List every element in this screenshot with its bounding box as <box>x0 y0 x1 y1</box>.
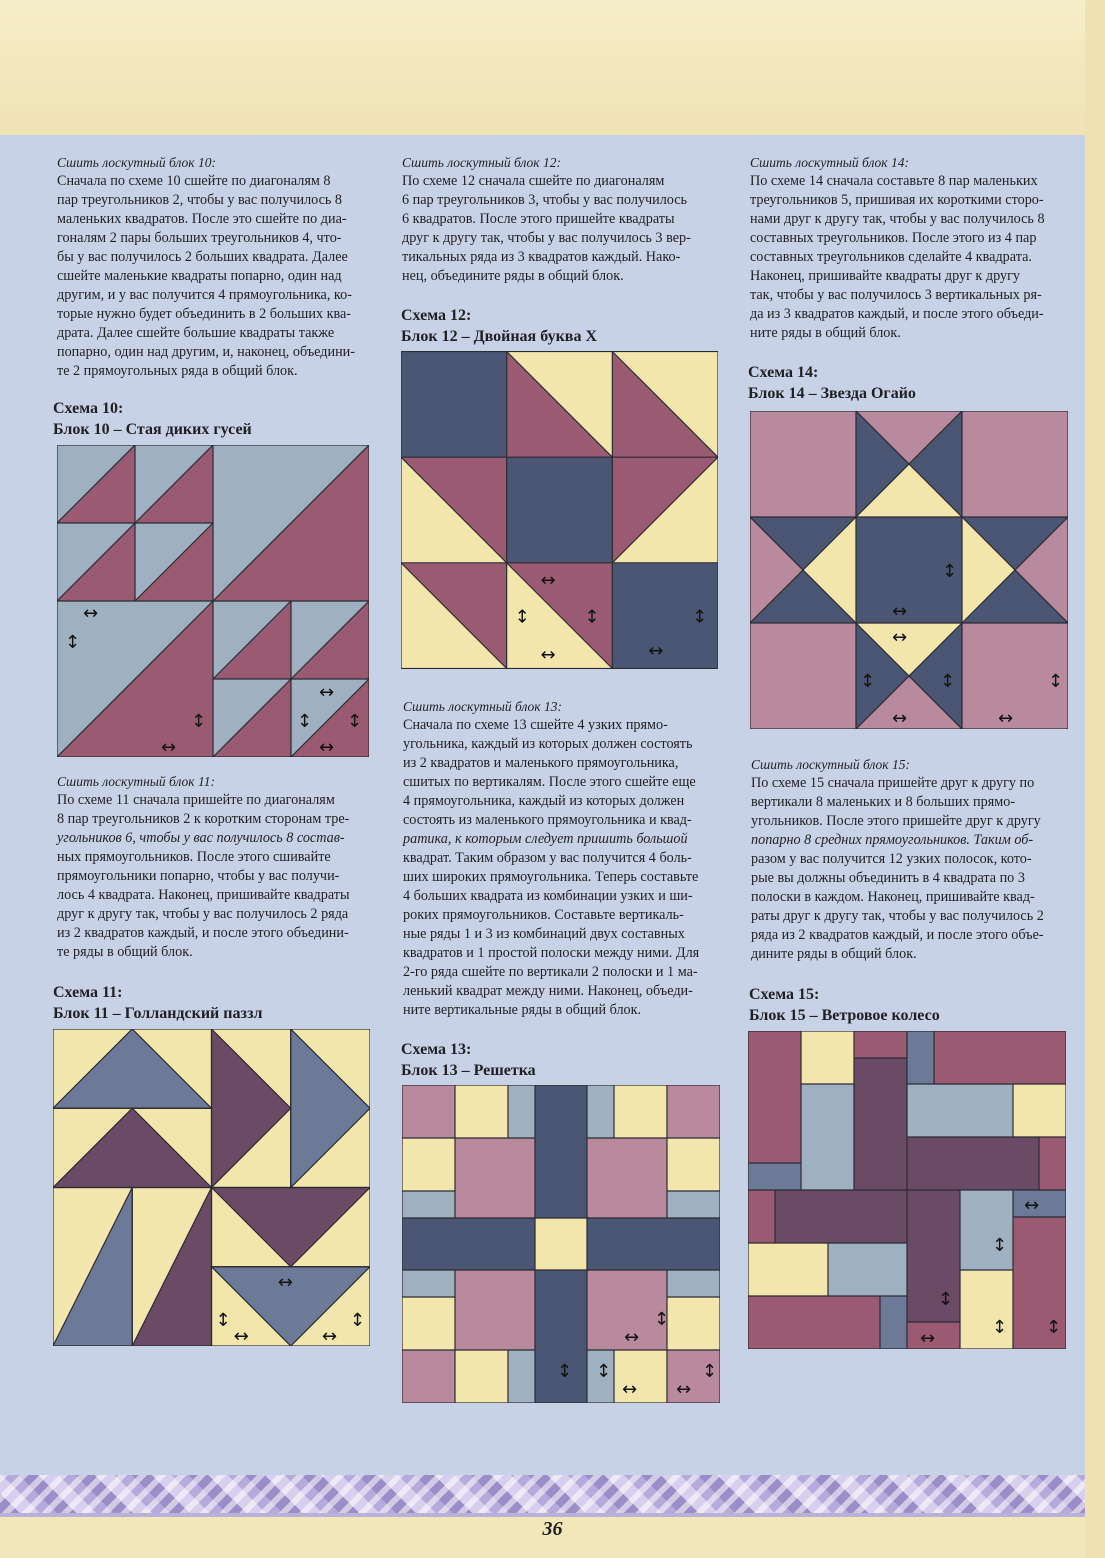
text-line: тикальных ряда из 3 квадратов каждый. Нако- <box>402 249 681 265</box>
svg-text:↕: ↕ <box>596 1361 612 1382</box>
block-14-name: Блок 14 – Звезда Огайо <box>748 385 916 402</box>
text-line: 6 квадратов. После этого пришейте квадраты <box>402 211 675 227</box>
scheme-12-label: Схема 12: <box>401 307 472 324</box>
decorative-patchwork-band <box>0 1475 1085 1513</box>
svg-text:↔: ↔ <box>319 682 335 703</box>
sew-13-text <box>403 716 723 1020</box>
text-line: нами друг к другу так, чтобы у вас получилось 8 <box>750 211 1045 227</box>
svg-text:↔: ↔ <box>920 1328 936 1349</box>
text-line: дините ряды в общий блок. <box>751 946 917 962</box>
svg-text:↕: ↕ <box>654 1309 670 1330</box>
column-3-lower <box>751 755 1071 964</box>
text-line: нец, объедините ряды в общий блок. <box>402 268 624 284</box>
block-11-diagram <box>53 1029 370 1346</box>
text-line: По схеме 12 сначала сшейте по диагоналям <box>402 173 665 189</box>
sew-13-heading: Сшить лоскутный блок 13: <box>403 699 562 714</box>
scheme-12-title <box>401 305 721 347</box>
svg-text:↔: ↔ <box>321 1325 337 1346</box>
text-line: попарно 8 средних прямоугольников. Таким об- <box>751 832 1034 848</box>
scheme-15-label: Схема 15: <box>749 986 820 1003</box>
svg-text:↕: ↕ <box>191 711 207 732</box>
band-edge <box>0 1513 1085 1517</box>
svg-text:↔: ↔ <box>676 1379 692 1400</box>
text-line: роких прямоугольников. Составьте вертикаль- <box>403 907 684 923</box>
sew-11-heading: Сшить лоскутный блок 11: <box>57 774 215 789</box>
block-11-name: Блок 11 – Голландский паззл <box>53 1005 263 1022</box>
block-15-diagram <box>748 1031 1066 1349</box>
svg-text:↕: ↕ <box>992 1235 1008 1256</box>
svg-text:↔: ↔ <box>277 1271 293 1293</box>
text-line: 4 прямоугольника, каждый из которых должен <box>403 793 685 809</box>
text-line: ните ряды в общий блок. <box>750 325 901 341</box>
block-12-diagram <box>401 351 718 669</box>
text-line: вертикали 8 маленьких и 8 больших прямо- <box>751 794 1016 810</box>
svg-text:↕: ↕ <box>940 671 956 692</box>
page-number: 36 <box>542 1518 563 1540</box>
svg-text:↔: ↔ <box>233 1325 249 1346</box>
svg-text:↕: ↕ <box>692 606 708 628</box>
svg-text:↔: ↔ <box>998 708 1014 729</box>
scheme-11-label: Схема 11: <box>53 984 123 1001</box>
text-line: угольника, каждый из которых должен состоять <box>403 736 693 752</box>
scheme-10-label: Схема 10: <box>53 400 124 417</box>
column-3 <box>750 153 1070 343</box>
text-line: другим, и у вас получится 4 прямоугольника, ко- <box>57 287 352 303</box>
svg-text:↕: ↕ <box>297 711 313 732</box>
text-line: торые нужно будет объединить в 2 больших ква- <box>57 306 352 322</box>
text-line: сшейте маленькие квадраты попарно, один над <box>57 268 342 284</box>
svg-text:↕: ↕ <box>1048 671 1064 692</box>
svg-text:↔: ↔ <box>892 627 908 648</box>
sew-15-heading: Сшить лоскутный блок 15: <box>751 757 910 772</box>
column-1-lower <box>57 772 377 962</box>
block-10-name: Блок 10 – Стая диких гусей <box>53 421 252 438</box>
block-15-name: Блок 15 – Ветровое колесо <box>749 1007 940 1024</box>
text-line: полоски в каждом. Наконец, пришивайте квад- <box>751 889 1035 905</box>
svg-text:↔: ↔ <box>161 737 177 757</box>
sew-14-text <box>750 172 1070 343</box>
text-line: квадрат. Таким образом у вас получится 4 боль- <box>403 850 692 866</box>
svg-text:↔: ↔ <box>622 1379 638 1400</box>
text-line: те ряды в общий блок. <box>57 944 193 960</box>
sew-12-heading: Сшить лоскутный блок 12: <box>402 155 561 170</box>
page-top-margin <box>0 0 1105 135</box>
column-1 <box>57 153 377 381</box>
svg-text:↔: ↔ <box>319 737 335 757</box>
svg-text:↕: ↕ <box>514 606 530 628</box>
svg-text:↕: ↕ <box>349 1309 366 1331</box>
svg-text:↕: ↕ <box>860 671 876 692</box>
text-line: По схеме 15 сначала пришейте друг к другу по <box>751 775 1035 791</box>
text-line: ные ряды 1 и 3 из комбинаций двух составных <box>403 926 685 942</box>
svg-text:↕: ↕ <box>557 1361 573 1382</box>
text-line: те 2 прямоугольных ряда в общий блок. <box>57 363 298 379</box>
text-line: разом у вас получится 12 узких полосок, кото- <box>751 851 1032 867</box>
svg-text:↕: ↕ <box>215 1309 231 1331</box>
text-line: друг к другу так, чтобы у вас получилось 3 вер- <box>402 230 691 246</box>
text-line: состоять из маленького прямоугольника и квад- <box>403 812 692 828</box>
svg-text:↕: ↕ <box>65 632 81 653</box>
text-line: раты друг к другу так, чтобы у вас получилось 2 <box>751 908 1044 924</box>
block-10-diagram <box>57 445 369 757</box>
text-line: угольников 6, чтобы у вас получилось 8 состав- <box>57 830 345 846</box>
text-line: гоналям 2 пары больших треугольников 4, что- <box>57 230 342 246</box>
scheme-15-title <box>749 984 1069 1026</box>
text-line: да из 3 квадратов каждый, и после этого объеди- <box>750 306 1044 322</box>
scheme-13-label: Схема 13: <box>401 1041 472 1058</box>
sew-11-text <box>57 791 377 962</box>
text-line: квадратов и 1 простой полоски между ними. Для <box>403 945 700 961</box>
scheme-14-label: Схема 14: <box>748 364 819 381</box>
text-line: так, чтобы у вас получилось 3 вертикальных ря- <box>750 287 1042 303</box>
column-2-lower <box>403 697 723 1020</box>
text-line: 8 пар треугольников 2 к коротким сторонам тре- <box>57 811 350 827</box>
text-line: из 2 квадратов и маленького прямоугольника, <box>403 755 679 771</box>
text-line: 6 пар треугольников 3, чтобы у вас получилось <box>402 192 688 208</box>
sew-10-heading: Сшить лоскутный блок 10: <box>57 155 216 170</box>
text-line: составных треугольников сделайте 4 квадрата. <box>750 249 1032 265</box>
svg-text:↔: ↔ <box>624 1327 640 1348</box>
text-line: драта. Далее сшейте большие квадраты также <box>57 325 335 341</box>
text-line: ших широких прямоугольника. Теперь составьте <box>403 869 699 885</box>
text-line: Сначала по схеме 13 сшейте 4 узких прямо- <box>403 717 668 733</box>
svg-text:↔: ↔ <box>83 603 99 624</box>
text-line: пар треугольников 2, чтобы у вас получилось 8 <box>57 192 343 208</box>
text-line: рые вы должны объединить в 4 квадрата по 3 <box>751 870 1025 886</box>
sew-14-heading: Сшить лоскутный блок 14: <box>750 155 909 170</box>
svg-text:↔: ↔ <box>1024 1195 1040 1216</box>
text-line: По схеме 14 сначала составьте 8 пар маленьких <box>750 173 1038 189</box>
svg-text:↕: ↕ <box>938 1289 954 1310</box>
text-line: ратика, к которым следует пришить большой <box>403 831 688 847</box>
block-12-name: Блок 12 – Двойная буква Х <box>401 328 597 345</box>
text-line: треугольников 5, пришивая их короткими сторо- <box>750 192 1044 208</box>
text-line: Сначала по схеме 10 сшейте по диагоналям 8 <box>57 173 331 189</box>
scheme-14-title <box>748 362 1068 404</box>
sew-15-text <box>751 774 1071 964</box>
svg-text:↕: ↕ <box>702 1361 718 1382</box>
scheme-10-title <box>53 398 373 440</box>
svg-text:↔: ↔ <box>892 708 908 729</box>
svg-text:↕: ↕ <box>992 1317 1008 1338</box>
svg-text:↕: ↕ <box>1046 1317 1062 1338</box>
text-line: попарно, один над другим, и, наконец, объедини- <box>57 344 355 360</box>
page-right-margin <box>1085 0 1105 1558</box>
text-line: Наконец, пришивайте квадраты друг к другу <box>750 268 1021 284</box>
text-line: сшитых по вертикалям. После этого сшейте еще <box>403 774 696 790</box>
text-line: лось 4 квадрата. Наконец, пришивайте квадраты <box>57 887 350 903</box>
text-line: прямоугольники попарно, чтобы у вас получи- <box>57 868 340 884</box>
column-2 <box>402 153 722 286</box>
text-line: ните вертикальные ряды в общий блок. <box>403 1002 642 1018</box>
svg-text:↕: ↕ <box>584 606 600 628</box>
text-line: По схеме 11 сначала пришейте по диагоналям <box>57 792 335 808</box>
text-line: маленьких квадратов. После это сшейте по диа- <box>57 211 347 227</box>
svg-text:↔: ↔ <box>540 569 556 591</box>
text-line: ряда из 2 квадратов каждый, и после этого объе- <box>751 927 1044 943</box>
text-line: бы у вас получилось 2 больших квадрата. Далее <box>57 249 348 265</box>
text-line: 2-го ряда сшейте по вертикали 2 полоски и 1 ма- <box>403 964 698 980</box>
text-line: 4 больших квадрата из комбинации узких и ши- <box>403 888 693 904</box>
text-line: угольников. После этого пришейте друг к другу <box>751 813 1041 829</box>
scheme-11-title <box>53 982 373 1024</box>
text-line: ных прямоугольников. После этого сшивайте <box>57 849 331 865</box>
block-13-name: Блок 13 – Решетка <box>401 1062 536 1079</box>
sew-12-text <box>402 172 722 286</box>
scheme-13-title <box>401 1039 721 1081</box>
svg-text:↕: ↕ <box>942 561 958 582</box>
svg-text:↔: ↔ <box>648 640 664 662</box>
text-line: друг к другу так, чтобы у вас получилось 2 ряда <box>57 906 349 922</box>
svg-text:↔: ↔ <box>540 644 556 666</box>
text-line: ленький квадрат между ними. Наконец, объеди- <box>403 983 693 999</box>
text-line: из 2 квадратов каждый, и после этого объедини- <box>57 925 349 941</box>
block-14-diagram <box>750 411 1068 729</box>
block-13-diagram <box>402 1085 720 1403</box>
svg-text:↕: ↕ <box>347 711 363 732</box>
svg-text:↔: ↔ <box>892 601 908 622</box>
sew-10-text <box>57 172 377 381</box>
text-line: составных треугольников. После этого из 4 пар <box>750 230 1037 246</box>
